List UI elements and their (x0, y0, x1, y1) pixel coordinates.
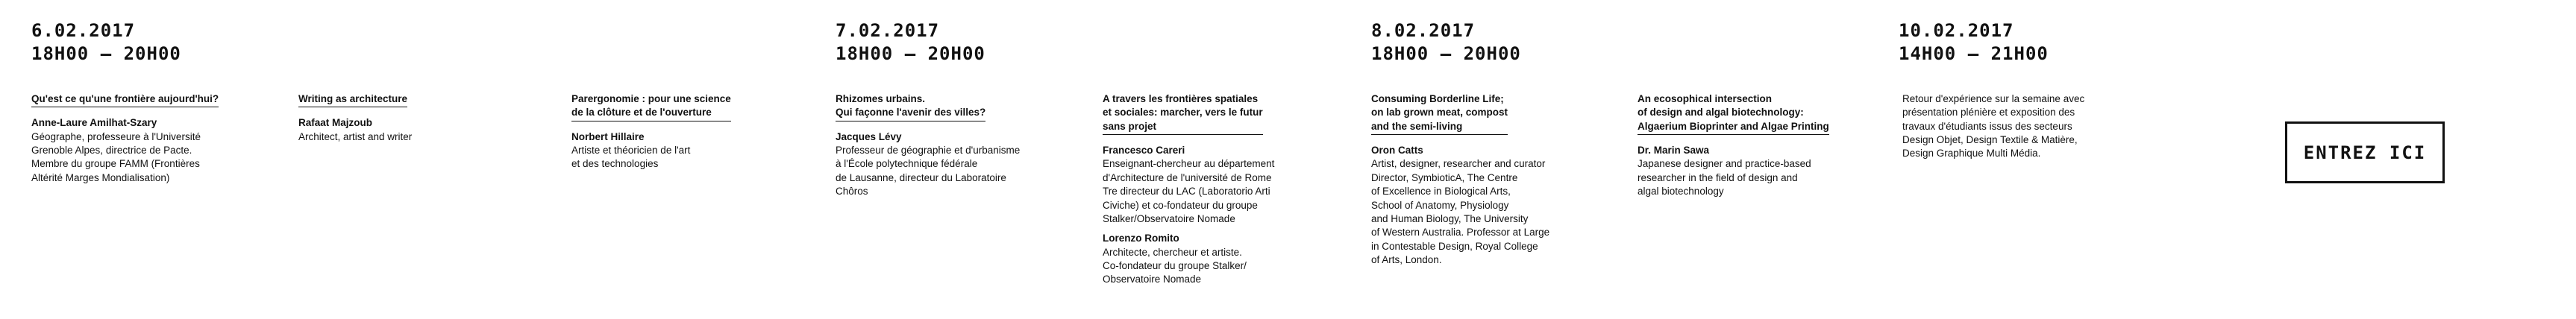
speaker-bio: Japanese designer and practice-based researcher in the field of design and algal biotechnology (1638, 158, 1811, 198)
speaker-bio: Architecte, chercheur et artiste. Co-fondateur du groupe Stalker/ Observatoire Nomade (1103, 246, 1247, 285)
speaker-bio: Architect, artist and writer (298, 130, 413, 142)
day-header-1 (31, 19, 181, 66)
talk-1 (31, 92, 255, 185)
talk-4 (836, 92, 1059, 199)
speaker (1103, 144, 1326, 226)
speaker (836, 130, 1059, 199)
speaker-bio: Géographe, professeure à l'Université Grenoble Alpes, directrice de Pacte. Membre du groupe FAMM (Frontières Altérité Marges Mondialisation) (31, 130, 201, 183)
closing-session-note: Retour d'expérience sur la semaine avec présentation plénière et exposition des travaux d'étudiants issus des secteurs Design Objet, Design Textile & Matière, Design Graphique Multi Média. (1902, 93, 2085, 160)
talk-title: Writing as architecture (298, 92, 407, 107)
speaker-name: Rafaat Majzoub (298, 117, 373, 129)
speaker (298, 116, 522, 144)
day-date: 10.02.2017 (1899, 20, 2014, 41)
talk-title: Qu'est ce qu'une frontière aujourd'hui? (31, 92, 219, 107)
talk-title: Consuming Borderline Life; on lab grown meat, compost and the semi-living (1371, 92, 1508, 135)
speaker-name: Norbert Hillaire (571, 130, 645, 142)
day-date: 8.02.2017 (1371, 20, 1476, 41)
talk-6 (1371, 92, 1595, 267)
day-time: 18H00 – 20H00 (31, 43, 181, 65)
talk-2 (298, 92, 522, 144)
day-header-4 (1899, 19, 2049, 66)
talk-title: An ecosophical intersection of design and algal biotechnology: Algaerium Bioprinter and Algae Printing (1638, 92, 1829, 135)
speaker-bio: Artiste et théoricien de l'art et des technologies (571, 145, 691, 170)
day-time: 14H00 – 21H00 (1899, 43, 2049, 65)
speaker-name: Anne-Laure Amilhat-Szary (31, 117, 157, 129)
day-time: 18H00 – 20H00 (1371, 43, 1521, 65)
day-header-3 (1371, 19, 1521, 66)
talk-title: Rhizomes urbains. Qui façonne l'avenir des villes? (836, 92, 985, 121)
day-header-2 (836, 19, 985, 66)
speaker (31, 116, 255, 185)
speaker-name: Lorenzo Romito (1103, 233, 1179, 244)
speaker (1103, 232, 1326, 286)
speaker-name: Francesco Careri (1103, 145, 1185, 157)
speaker (571, 130, 795, 171)
speaker-bio: Enseignant-chercheur au département d'Architecture de l'université de Rome Tre directeur du LAC (Laboratorio Arti Civiche) et co-fondateur du groupe Stalker/Observatoire Nomade (1103, 158, 1275, 224)
speaker-name: Oron Catts (1371, 145, 1423, 157)
enter-button[interactable]: ENTREZ ICI (2285, 121, 2445, 183)
day-date: 6.02.2017 (31, 20, 136, 41)
speaker-bio: Artist, designer, researcher and curator Director, SymbioticA, The Centre of Excellence in Biological Arts, School of Anatomy, Physiology and Human Biology, The University of Western Australia. Professor at Large in Contestable Design, Royal College of Arts, London. (1371, 158, 1550, 265)
talk-7 (1638, 92, 1861, 199)
speaker-bio: Professeur de géographie et d'urbanisme à l'École polytechnique fédérale de Lausanne, directeur du Laboratoire Chôros (836, 145, 1021, 198)
talk-title: Parergonomie : pour une science de la clôture et de l'ouverture (571, 92, 731, 121)
speaker-name: Jacques Lévy (836, 130, 902, 142)
day-date: 7.02.2017 (836, 20, 940, 41)
speaker (1371, 144, 1595, 267)
speaker (1638, 144, 1861, 198)
talk-5 (1103, 92, 1326, 287)
speaker-name: Dr. Marin Sawa (1638, 145, 1710, 157)
day-time: 18H00 – 20H00 (836, 43, 985, 65)
talk-3 (571, 92, 795, 171)
talk-title: A travers les frontières spatiales et sociales: marcher, vers le futur sans projet (1103, 92, 1263, 135)
